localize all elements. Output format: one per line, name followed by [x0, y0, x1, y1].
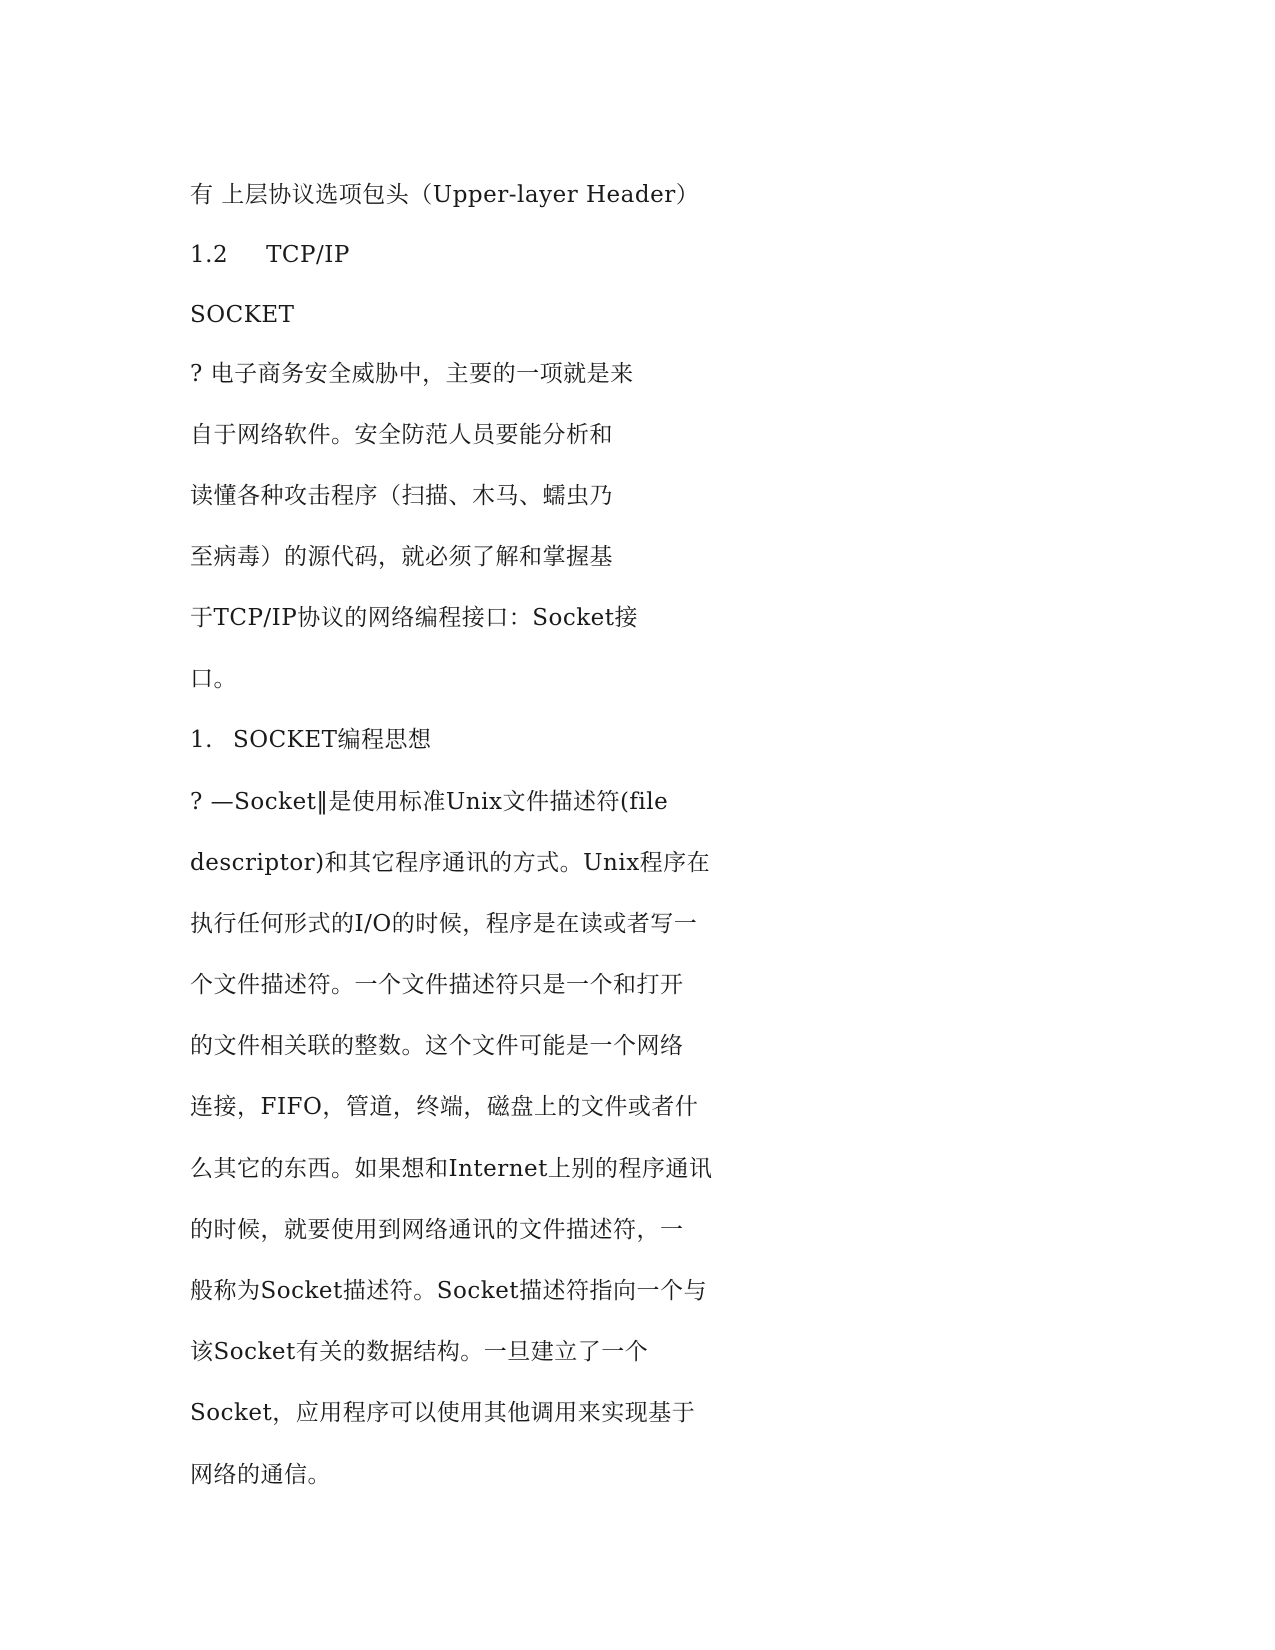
paragraph-line: 个文件描述符。一个文件描述符只是一个和打开 [190, 972, 684, 998]
paragraph-line: 般称为Socket描述符。Socket描述符指向一个与 [190, 1278, 708, 1304]
paragraph-line: ? 电子商务安全威胁中，主要的一项就是来 [190, 361, 634, 387]
paragraph-line: 执行任何形式的I/O的时候，程序是在读或者写一 [190, 911, 698, 937]
section-heading-1-2 [190, 240, 350, 270]
section-title: SOCKET编程思想 [232, 727, 432, 753]
paragraph-line: 该Socket有关的数据结构。一旦建立了一个 [190, 1339, 649, 1365]
paragraph-line: 连接，FIFO，管道，终端，磁盘上的文件或者什 [190, 1094, 699, 1120]
paragraph-line: ? —Socket‖是使用标准Unix文件描述符(file [190, 789, 669, 815]
paragraph-line: 至病毒）的源代码，就必须了解和掌握基 [190, 544, 613, 570]
text-line: SOCKET [190, 302, 295, 328]
paragraph-line: 于TCP/IP协议的网络编程接口：Socket接 [190, 605, 639, 631]
paragraph-line: 读懂各种攻击程序（扫描、木马、蠕虫乃 [190, 483, 613, 509]
paragraph-line: Socket，应用程序可以使用其他调用来实现基于 [190, 1400, 696, 1426]
paragraph-line: 么其它的东西。如果想和Internet上别的程序通讯 [190, 1156, 713, 1182]
paragraph-line: 自于网络软件。安全防范人员要能分析和 [190, 422, 613, 448]
section-number: 1. [190, 727, 213, 753]
section-heading-1 [190, 725, 431, 755]
paragraph-line: 的时候，就要使用到网络通讯的文件描述符，一 [190, 1217, 684, 1243]
section-number: 1.2 [190, 242, 229, 268]
text-line: 有 上层协议选项包头（Upper-layer Header） [190, 182, 700, 208]
paragraph-line: 网络的通信。 [190, 1462, 331, 1488]
paragraph-line: 的文件相关联的整数。这个文件可能是一个网络 [190, 1033, 684, 1059]
paragraph-line: 口。 [190, 666, 237, 692]
paragraph-line: descriptor)和其它程序通讯的方式。Unix程序在 [190, 850, 711, 876]
section-title: TCP/IP [266, 242, 350, 268]
